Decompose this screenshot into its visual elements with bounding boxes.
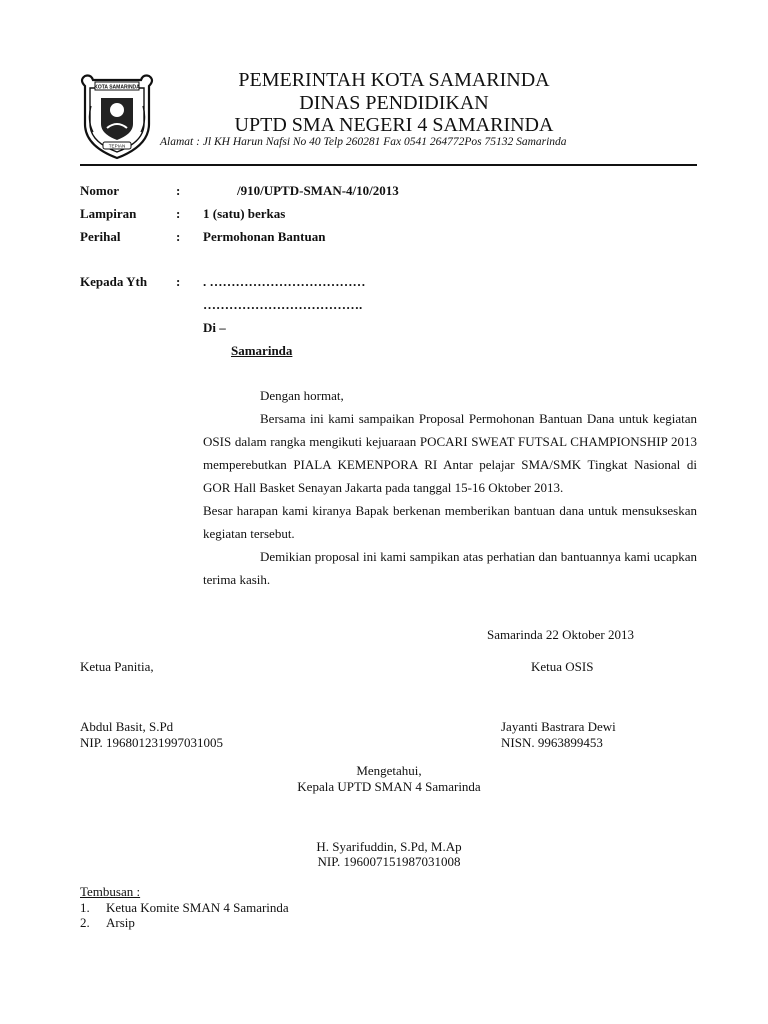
recipient-colon: : <box>176 274 181 289</box>
paragraph-hope: Besar harapan kami kiranya Bapak berkenan memberikan bantuan dana untuk mensukseskan kegiatan tersebut. <box>203 503 697 541</box>
committee-chair-name: Abdul Basit, S.Pd <box>80 719 174 734</box>
letterhead-government: PEMERINTAH KOTA SAMARINDA <box>238 69 550 91</box>
perihal-label: Perihal <box>80 229 121 244</box>
logo-motto-text: TEPIAN <box>108 143 126 149</box>
approval-title: Kepala UPTD SMAN 4 Samarinda <box>297 779 481 794</box>
nomor-colon: : <box>176 183 181 198</box>
nomor-value: /910/UPTD-SMAN-4/10/2013 <box>237 183 399 198</box>
osis-chair-title: Ketua OSIS <box>531 659 594 674</box>
lampiran-colon: : <box>176 206 181 221</box>
nomor-label: Nomor <box>80 183 119 198</box>
letterhead-department: DINAS PENDIDIKAN <box>299 92 489 114</box>
recipient-line-2: ………………………………. <box>203 297 363 312</box>
lampiran-label: Lampiran <box>80 206 137 221</box>
greeting: Dengan hormat, <box>260 388 344 403</box>
lampiran-value: 1 (satu) berkas <box>203 206 286 221</box>
recipient-city: Samarinda <box>231 343 293 358</box>
cc-item-1-text: Ketua Komite SMAN 4 Samarinda <box>106 900 289 915</box>
letter-body <box>203 384 697 591</box>
osis-chair-name: Jayanti Bastrara Dewi <box>501 719 616 734</box>
perihal-value: Permohonan Bantuan <box>203 229 326 244</box>
committee-chair-nip: NIP. 196801231997031005 <box>80 735 224 750</box>
cc-item-2-number: 2. <box>80 915 90 930</box>
cc-item-2-text: Arsip <box>106 915 135 930</box>
letterhead-school: UPTD SMA NEGERI 4 SAMARINDA <box>234 114 554 136</box>
place-date: Samarinda 22 Oktober 2013 <box>487 627 634 642</box>
cc-item-1-number: 1. <box>80 900 90 915</box>
recipient-di: Di – <box>203 320 226 335</box>
principal-name: H. Syarifuddin, S.Pd, M.Ap <box>316 839 462 854</box>
osis-chair-nisn: NISN. 9963899453 <box>501 735 603 750</box>
paragraph-closing: Demikian proposal ini kami sampikan atas perhatian dan bantuannya kami ucapkan terima kasih. <box>203 549 697 587</box>
principal-nip: NIP. 196007151987031008 <box>317 854 461 869</box>
letterhead-address: Alamat : Jl KH Harun Nafsi No 40 Telp 260281 Fax 0541 264772Pos 75132 Samarinda <box>160 136 567 148</box>
logo-banner-text: KOTA SAMARINDA <box>94 84 140 91</box>
perihal-colon: : <box>176 229 181 244</box>
paragraph-request: Bersama ini kami sampaikan Proposal Permohonan Bantuan Dana untuk kegiatan OSIS dalam rangka mengikuti kejuaraan POCARI SWEAT FUTSAL CHAMPIONSHIP 2013 memperebutkan PIALA KEMENPORA RI Antar pelajar SMA/SMK Tingkat Nasional di GOR Hall Basket Senayan Jakarta pada tanggal 15-16 Oktober 2013. <box>203 411 697 495</box>
cc-label: Tembusan : <box>80 884 141 899</box>
recipient-line-1: . ……………………………… <box>203 274 366 289</box>
recipient-label: Kepada Yth <box>80 274 148 289</box>
approval-label: Mengetahui, <box>356 763 422 778</box>
letterhead-divider <box>80 164 697 166</box>
committee-chair-title: Ketua Panitia, <box>80 659 154 674</box>
